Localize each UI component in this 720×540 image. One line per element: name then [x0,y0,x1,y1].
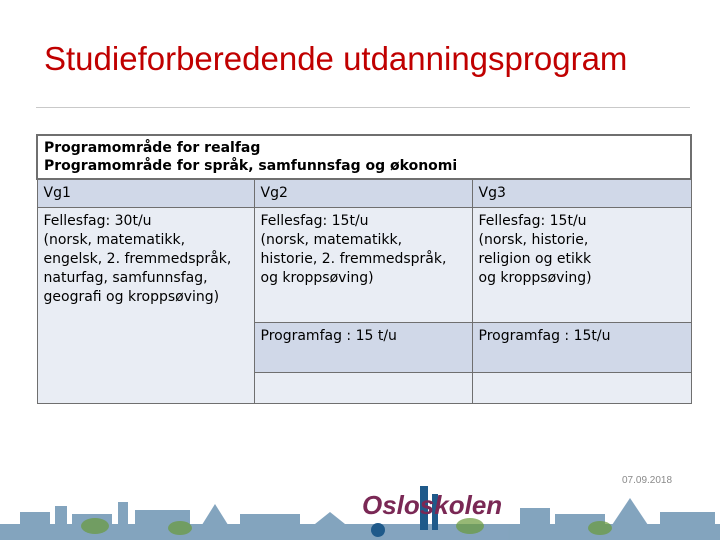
program-header-cell [37,135,691,179]
grade-vg3: Vg3 [472,179,691,208]
core-vg1 [37,208,254,404]
core-vg2 [254,208,472,323]
osloskolen-logo: Osloskolen [362,490,503,520]
title-divider [36,107,690,108]
core-vg3-line: Fellesfag: 15t/u [478,213,587,229]
core-vg1-line: (norsk, matematikk, [43,232,186,248]
core-vg1-line: geografi og kroppsøving) [43,289,220,305]
core-vg1-line: engelsk, 2. fremmedspråk, [43,251,232,267]
empty-cell [254,373,472,404]
grade-vg2: Vg2 [254,179,472,208]
core-vg2-line: og kroppsøving) [260,270,374,286]
core-vg3 [472,208,691,323]
core-vg3-line: religion og etikk [478,251,592,267]
core-vg2-line: Fellesfag: 15t/u [260,213,369,229]
program-header-row [37,135,691,179]
slide-title: Studieforberedende utdanningsprogram [44,40,628,77]
program-vg2: Programfag : 15 t/u [254,323,472,373]
program-area-realfag: Programområde for realfag [44,140,261,156]
empty-cell [472,373,691,404]
grade-vg1: Vg1 [37,179,254,208]
core-subjects-row [37,208,691,323]
oslo-skyline-logo [0,484,720,540]
core-vg1-line: Fellesfag: 30t/u [43,213,152,229]
core-vg1-line: naturfag, samfunnsfag, [43,270,208,286]
core-vg3-line: (norsk, historie, [478,232,589,248]
program-area-sprak: Programområde for språk, samfunnsfag og økonomi [44,158,458,174]
slide-date: 07.09.2018 [622,475,673,486]
core-vg2-line: (norsk, matematikk, [260,232,403,248]
core-vg2-line: historie, 2. fremmedspråk, [260,251,447,267]
program-table [36,134,692,404]
grade-row [37,179,691,208]
program-vg3: Programfag : 15t/u [472,323,691,373]
core-vg3-line: og kroppsøving) [478,270,592,286]
